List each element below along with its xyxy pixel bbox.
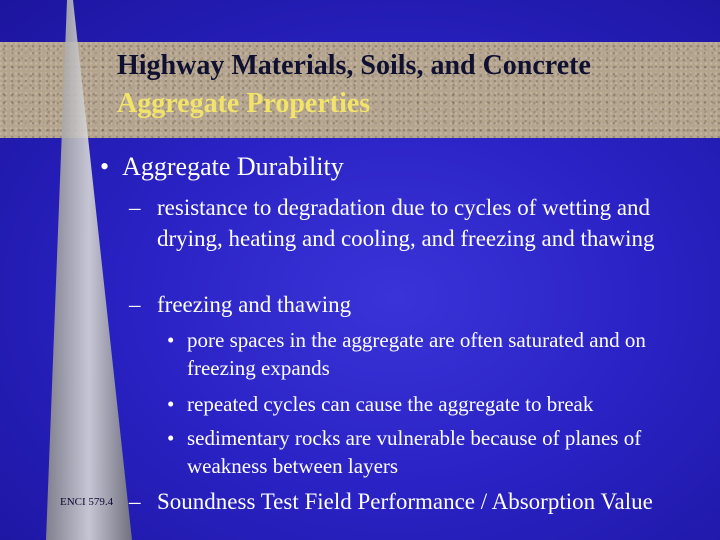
sub-bullet-soundness — [129, 486, 697, 517]
sub-item-text: sedimentary rocks are vulnerable because of planes of weakness between layers — [187, 426, 642, 478]
sub-item-pore-spaces — [167, 326, 692, 382]
sub-item-text: repeated cycles can cause the aggregate to break — [187, 392, 594, 416]
bullet-aggregate-durability — [100, 152, 344, 182]
bullet-dot: • — [167, 392, 175, 416]
dash-marker: – — [129, 292, 141, 317]
dash-marker: – — [129, 489, 141, 514]
sub-bullet-soundness-text: Soundness Test Field Performance / Absorption Value — [157, 489, 653, 514]
sub-item-sedimentary — [167, 424, 692, 480]
sub-bullet-freezing-text: freezing and thawing — [157, 292, 352, 317]
slide-subtitle: Aggregate Properties — [117, 88, 371, 119]
slide-title: Highway Materials, Soils, and Concrete — [117, 50, 591, 81]
dash-marker: – — [129, 195, 141, 220]
sub-item-text: pore spaces in the aggregate are often saturated and on freezing expands — [187, 328, 646, 380]
bullet-dot: • — [100, 152, 123, 181]
sub-bullet-resistance-text: resistance to degradation due to cycles of wetting and drying, heating and cooling, and freezing and thawing — [157, 195, 655, 251]
bullet-main-text: Aggregate Durability — [122, 152, 344, 181]
footer-course-code: ENCI 579.4 — [60, 496, 114, 508]
sub-bullet-freezing — [129, 289, 677, 320]
bullet-dot: • — [167, 328, 175, 352]
sub-bullet-resistance — [129, 192, 677, 254]
sub-item-repeated-cycles — [167, 390, 692, 418]
bullet-dot: • — [167, 426, 175, 450]
